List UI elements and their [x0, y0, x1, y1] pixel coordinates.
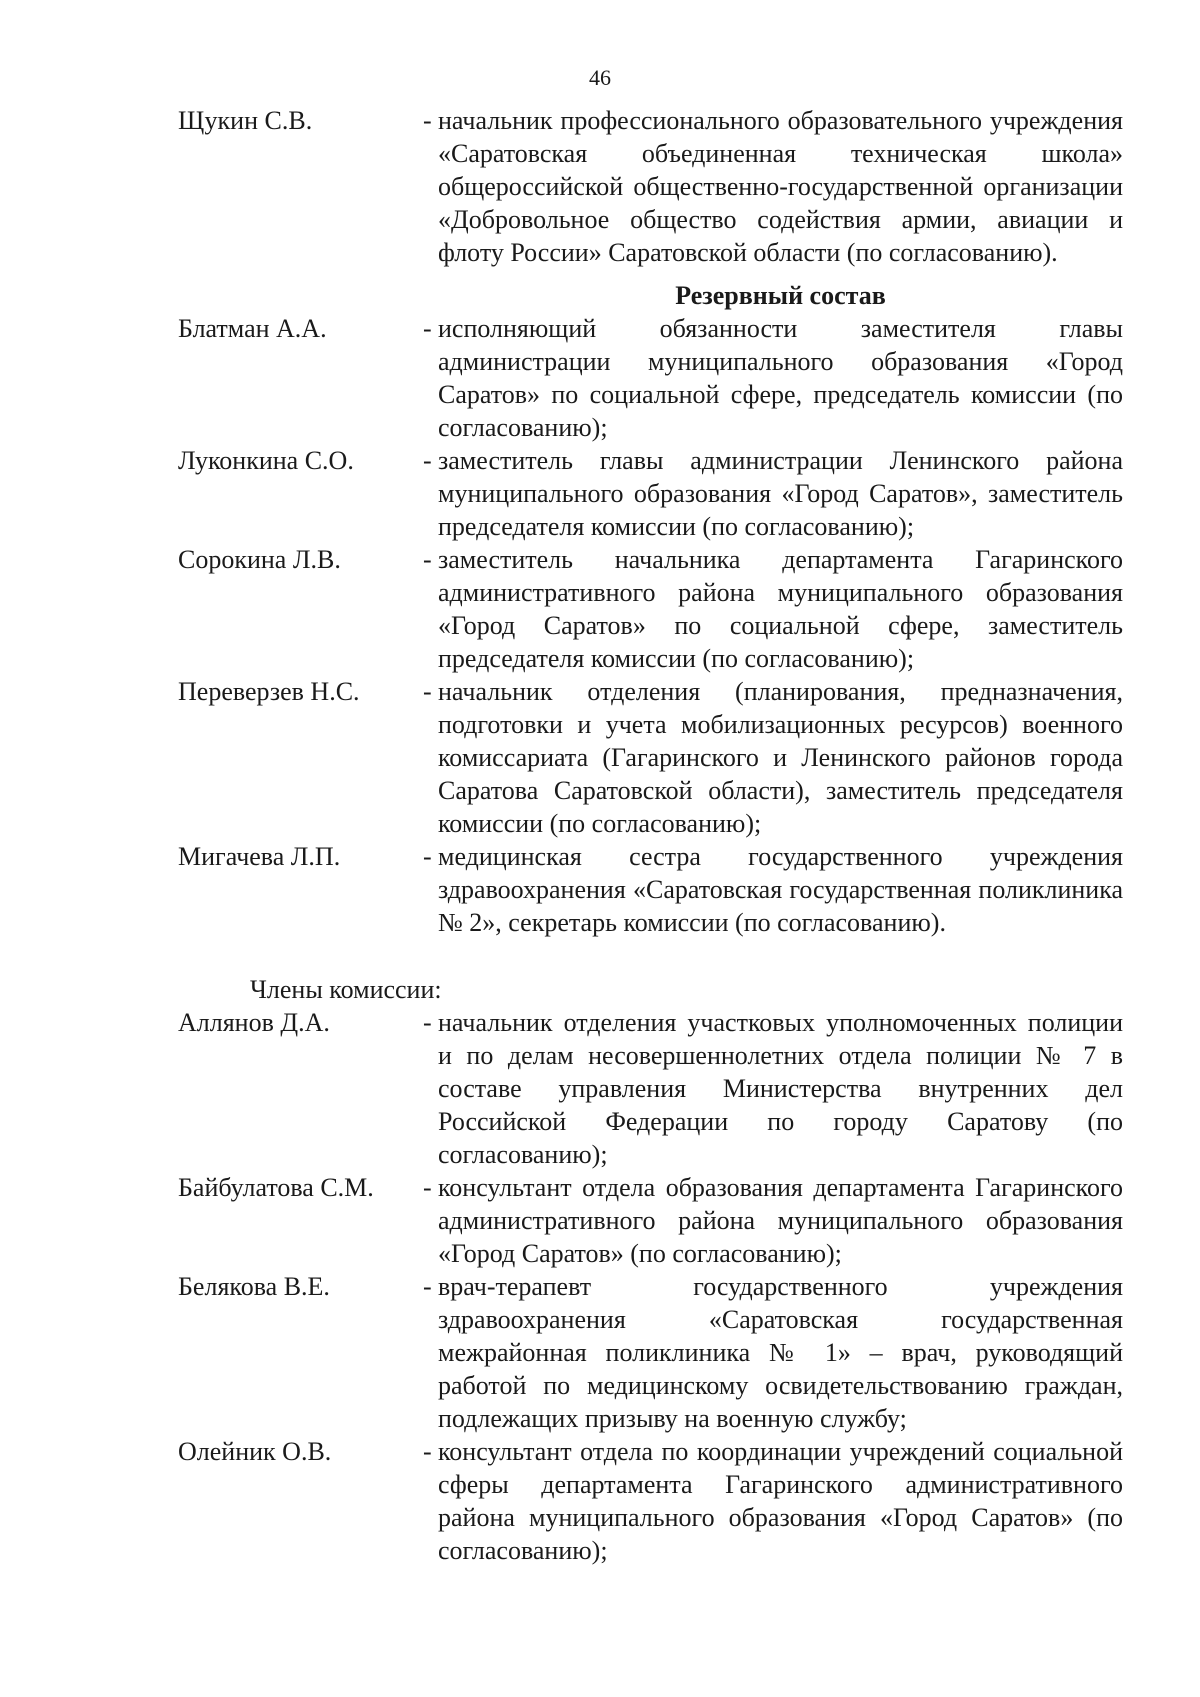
section-title-reserve: Резервный состав — [675, 281, 886, 310]
member-name: Олейник О.В. — [178, 1437, 332, 1466]
entry-dash: - — [423, 446, 432, 475]
document-content — [178, 104, 1123, 1567]
member-name: Аллянов Д.А. — [178, 1008, 330, 1037]
member-name: Мигачева Л.П. — [178, 842, 341, 871]
member-position: заместитель начальника департамента Гагаринского административного района муниципального образования «Город Саратов» по социальной сфере, заместитель председателя комиссии (по согласованию); — [438, 545, 1123, 673]
list-item — [178, 1435, 1123, 1567]
member-position: заместитель главы администрации Ленинского района муниципального образования «Город Саратов», заместитель председателя комиссии (по согласованию); — [438, 446, 1123, 541]
entry-dash: - — [423, 1173, 432, 1202]
list-item — [178, 1171, 1123, 1270]
member-name: Байбулатова С.М. — [178, 1173, 374, 1202]
entry-dash: - — [423, 1272, 432, 1301]
member-name: Луконкина С.О. — [178, 446, 354, 475]
list-item — [178, 444, 1123, 543]
list-item — [178, 312, 1123, 444]
list-item — [178, 1006, 1123, 1171]
list-item — [178, 675, 1123, 840]
list-item — [178, 1270, 1123, 1435]
list-item — [178, 104, 1123, 269]
member-position: исполняющий обязанности заместителя главы администрации муниципального образования «Город Саратов» по социальной сфере, председатель комиссии (по согласованию); — [438, 314, 1123, 442]
member-name: Переверзев Н.С. — [178, 677, 360, 706]
member-position: начальник профессионального образовательного учреждения «Саратовская объединенная техническая школа» общероссийской общественно-государственной организации «Добровольное общество содействия армии, авиации и флоту России» Саратовской области (по согласованию). — [438, 106, 1123, 267]
member-position: начальник отделения участковых уполномоченных полиции и по делам несовершеннолетних отдела полиции № 7 в составе управления Министерства внутренних дел Российской Федерации по городу Саратову (по согласованию); — [438, 1008, 1123, 1169]
list-item — [178, 840, 1123, 939]
entry-dash: - — [423, 314, 432, 343]
member-position: начальник отделения (планирования, предназначения, подготовки и учета мобилизационных ресурсов) военного комиссариата (Гагаринского и Ленинского районов города Саратова Саратовской области), заместитель председателя комиссии (по согласованию); — [438, 677, 1123, 838]
entry-dash: - — [423, 106, 432, 135]
member-name: Блатман А.А. — [178, 314, 327, 343]
section-title-members: Члены комиссии: — [250, 975, 442, 1004]
page-number: 46 — [589, 65, 611, 90]
member-position: врач-терапевт государственного учреждения здравоохранения «Саратовская государственная межрайонная поликлиника № 1» – врач, руководящий работой по медицинскому освидетельствованию граждан, подлежащих призыву на военную службу; — [438, 1272, 1123, 1433]
member-name: Сорокина Л.В. — [178, 545, 341, 574]
list-item — [178, 543, 1123, 675]
member-position: консультант отдела по координации учреждений социальной сферы департамента Гагаринского административного района муниципального образования «Город Саратов» (по согласованию); — [438, 1437, 1123, 1565]
entry-dash: - — [423, 1437, 432, 1466]
member-position: медицинская сестра государственного учреждения здравоохранения «Саратовская государственная поликлиника № 2», секретарь комиссии (по согласованию). — [438, 842, 1123, 937]
member-name: Щукин С.В. — [178, 106, 313, 135]
member-name: Белякова В.Е. — [178, 1272, 330, 1301]
entry-dash: - — [423, 545, 432, 574]
member-position: консультант отдела образования департамента Гагаринского административного района муниципального образования «Город Саратов» (по согласованию); — [438, 1173, 1123, 1268]
entry-dash: - — [423, 1008, 432, 1037]
entry-dash: - — [423, 677, 432, 706]
entry-dash: - — [423, 842, 432, 871]
